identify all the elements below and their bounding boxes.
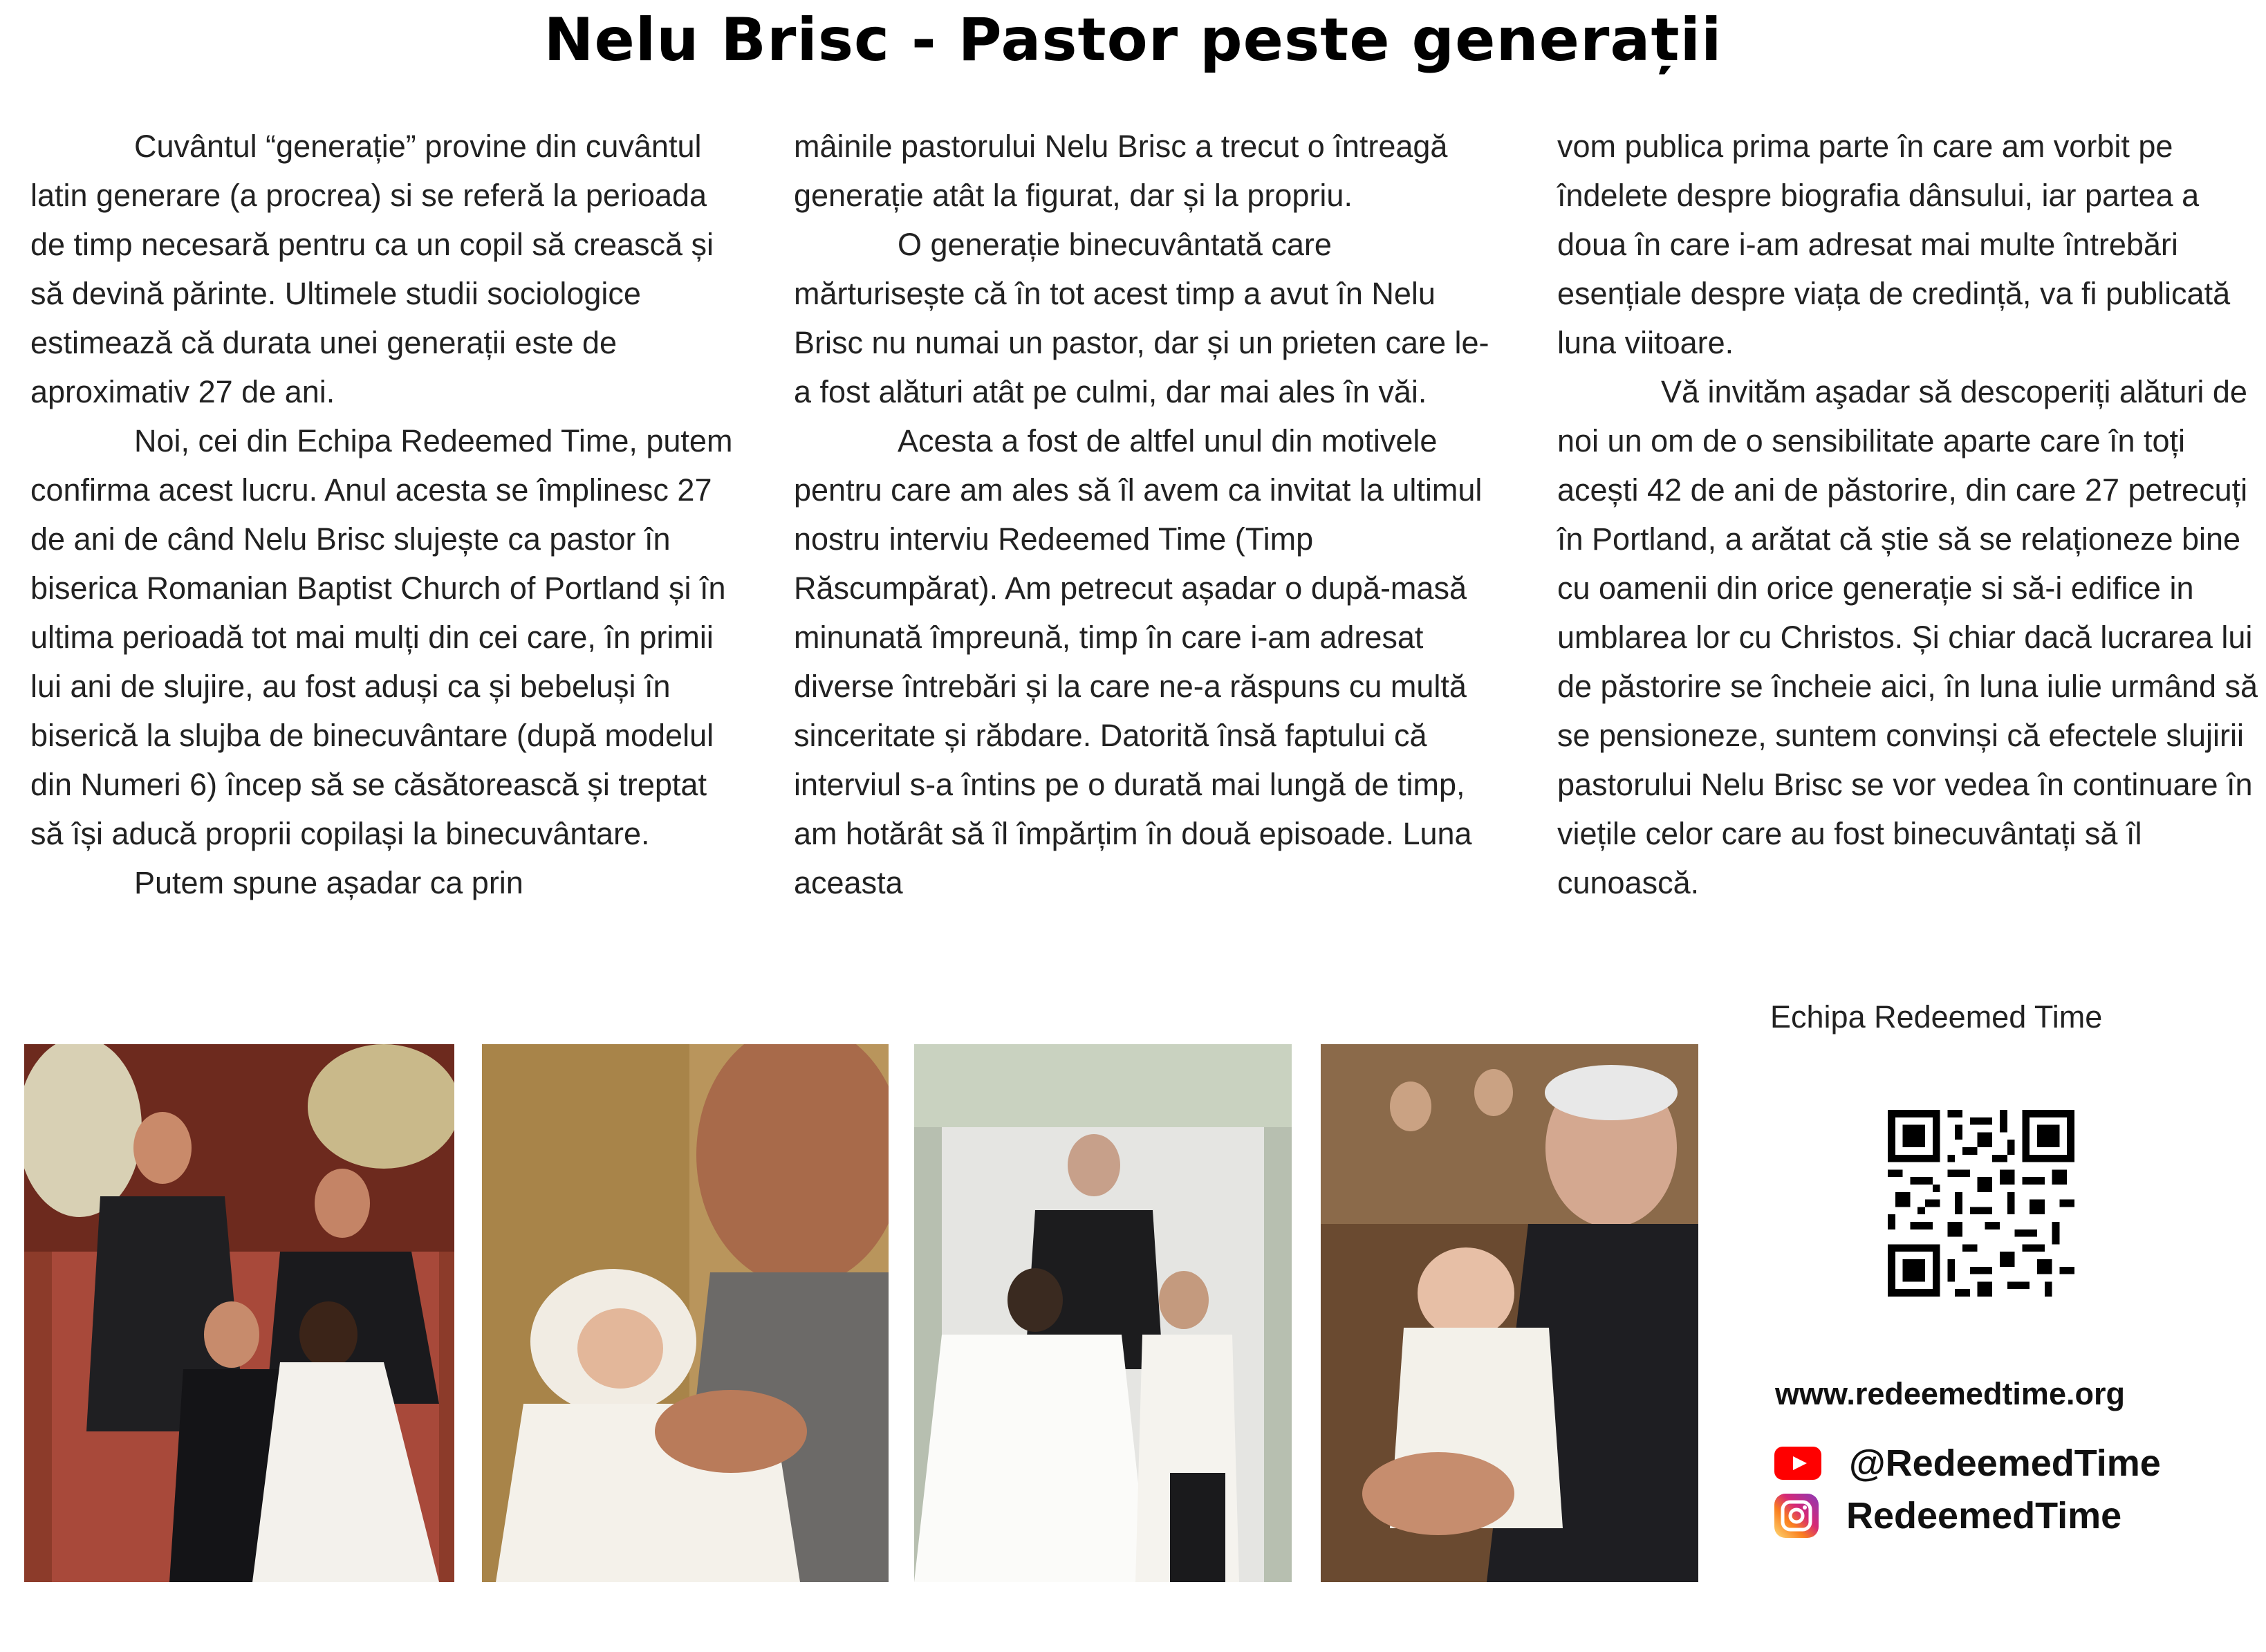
article-column-3: [1557, 122, 2263, 907]
signature: Echipa Redeemed Time: [1770, 999, 2103, 1034]
instagram-link[interactable]: [1774, 1494, 2121, 1538]
photo-pastor-holding-baby-modern: [1321, 1044, 1698, 1582]
paragraph: O generație binecuvântată care mărturisește că în tot acest timp a avut în Nelu Brisc nu numai un pastor, dar și un prieten care le-a fost alături atât pe culmi, dar mai ales în văi.: [794, 227, 1489, 409]
qr-code-icon: [1888, 1110, 2074, 1297]
paragraph: Putem spune așadar ca prin: [134, 865, 523, 900]
paragraph: Acesta a fost de altfel unul din motivele pentru care am ales să îl avem ca invitat la ultimul nostru interviu Redeemed Time (Timp Răscumpărat). Am petrecut așadar o după-masă minunată împreună, timp în care i-am adresat diverse întrebări și la care ne-a răspuns cu multă sinceritate și răbdare. Datorită însă faptului că interviul s-a întins pe o durată mai lungă de timp, am hotărât să îl împărțim în două episoade. Luna aceasta: [794, 423, 1483, 900]
article-column-2: [794, 122, 1499, 907]
website-link[interactable]: www.redeemedtime.org: [1775, 1376, 2125, 1411]
youtube-handle: @RedeemedTime: [1849, 1442, 2161, 1484]
paragraph: Cuvântul “generație” provine din cuvântul latin generare (a procrea) si se referă la perioada de timp necesară pentru ca un copil să crească și să devină părinte. Ultimele studii sociologice estimează că durata unei generații este de aproximativ 27 de ani.: [30, 129, 714, 409]
photo-pastor-holding-baby: [482, 1044, 889, 1582]
photo-wedding-blessing-vintage: [24, 1044, 454, 1582]
paragraph: vom publica prima parte în care am vorbit pe îndelete despre biografia dânsului, iar partea a doua în care i-am adresat mai multe întrebări esențiale despre viața de credință, va fi publicată luna viitoare.: [1557, 129, 2231, 360]
page-title: Nelu Brisc - Pastor peste generații: [544, 6, 1722, 75]
paragraph: Vă invităm aşadar să descoperiți alături de noi un om de o sensibilitate aparte care în toți acești 42 de ani de păstorire, din care 27 petrecuți în Portland, a arătat că știe să se relaționeze bine cu oamenii din orice generație si să-i edifice in umblarea lor cu Christos. Și chiar dacă lucrarea lui de păstorire se încheie aici, în luna iulie urmând să se pensioneze, suntem convinși că efectele slujirii pastorului Nelu Brisc se vor vedea în continuare în viețile celor care au fost binecuvântați să îl cunoască.: [1557, 374, 2258, 900]
instagram-handle: RedeemedTime: [1846, 1495, 2122, 1537]
photo-wedding-ceremony-modern: [914, 1044, 1292, 1582]
article-column-1: [30, 122, 736, 907]
paragraph: mâinile pastorului Nelu Brisc a trecut o întreagă generație atât la figurat, dar și la propriu.: [794, 129, 1448, 213]
youtube-link[interactable]: [1774, 1442, 2161, 1485]
paragraph: Noi, cei din Echipa Redeemed Time, putem confirma acest lucru. Anul acesta se împlinesc 27 de ani de când Nelu Brisc slujește ca pastor în biserica Romanian Baptist Church of Portland și în ultima perioadă tot mai mulți din cei care, în primii lui ani de slujire, au fost aduși ca și bebeluși în biserică la slujba de binecuvântare (după modelul din Numeri 6) încep să se căsătorească și treptat să își aducă proprii copilași la binecuvântare.: [30, 423, 733, 851]
instagram-icon: [1774, 1494, 1819, 1538]
youtube-icon: [1774, 1447, 1821, 1480]
